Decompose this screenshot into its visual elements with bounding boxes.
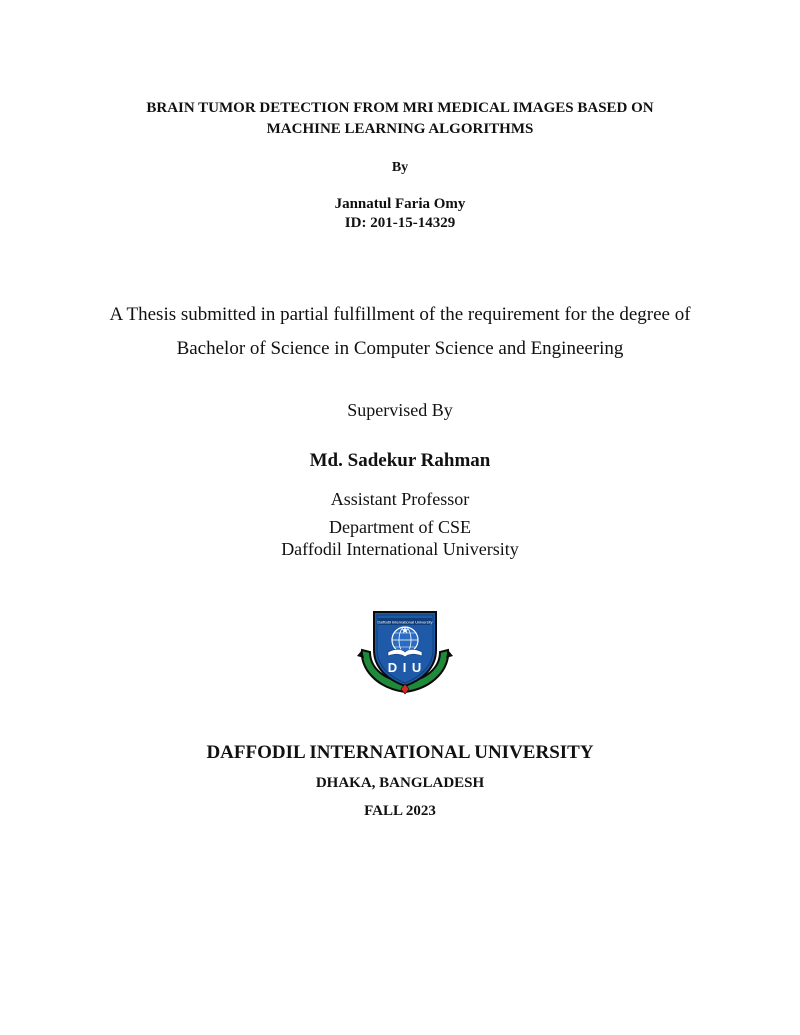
thesis-title-line-1: BRAIN TUMOR DETECTION FROM MRI MEDICAL IMAGES BASED ON <box>146 100 654 116</box>
institution-city: DHAKA, BANGLADESH <box>315 775 485 791</box>
logo-letters: D I U <box>387 660 423 675</box>
diu-crest-icon <box>354 606 456 700</box>
supervisor-department: Department of CSE <box>329 517 471 537</box>
institution-name: DAFFODIL INTERNATIONAL UNIVERSITY <box>206 742 594 763</box>
thesis-title-line-2: MACHINE LEARNING ALGORITHMS <box>266 121 534 137</box>
supervisor-name: Md. Sadekur Rahman <box>309 450 491 471</box>
institution-term: FALL 2023 <box>364 803 436 819</box>
thesis-statement-line-2: Bachelor of Science in Computer Science and Engineering <box>176 338 624 359</box>
by-label: By <box>391 160 409 175</box>
thesis-statement-line-1: A Thesis submitted in partial fulfillment of the requirement for the degree of <box>109 304 691 325</box>
logo-banner-text: Daffodil International University <box>377 619 433 625</box>
supervised-by-label: Supervised By <box>347 400 453 420</box>
author-id: ID: 201-15-14329 <box>344 215 456 231</box>
supervisor-designation: Assistant Professor <box>330 489 470 509</box>
supervisor-university: Daffodil International University <box>281 539 519 559</box>
author-name: Jannatul Faria Omy <box>334 196 466 212</box>
